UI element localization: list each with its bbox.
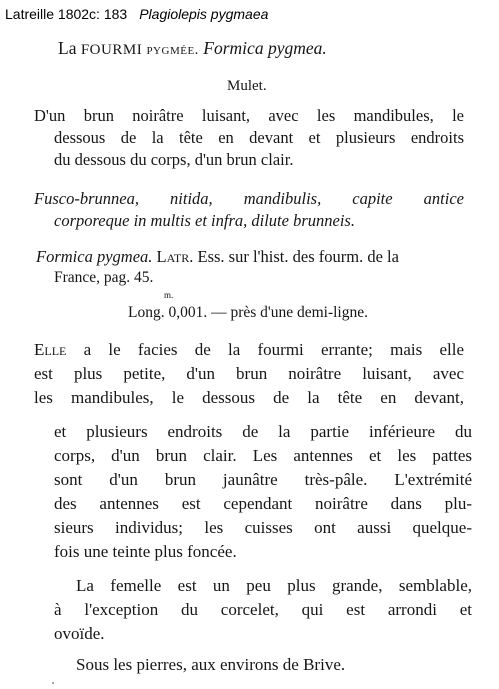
latin-desc-line: corporeque in multis et infra, dilute brunneis. xyxy=(54,211,355,230)
body-line: Sous les pierres, aux environs de Brive. xyxy=(76,655,346,674)
latin-desc-line: Fusco-brunnea, nitida, mandibulis, capite antice xyxy=(34,189,464,208)
reference-name: Formica pygmea. xyxy=(36,247,153,266)
body-line: et plusieurs endroits de la partie inférieure du xyxy=(54,422,472,441)
page-header xyxy=(5,6,268,22)
reference-line-2: France, pag. 45. xyxy=(54,269,154,286)
ink-speck xyxy=(52,682,54,684)
body-line: fois une teinte plus foncée. xyxy=(54,542,237,561)
body-line: sieurs individus; les cuisses ont aussi quelque- xyxy=(54,518,472,537)
body-line: à l'exception du corcelet, qui est arrondi et xyxy=(54,600,472,619)
caste-label: Mulet. xyxy=(227,78,267,94)
body-line: des antennes est cependant noirâtre dans plu- xyxy=(54,494,472,513)
measure-value: 0,001. xyxy=(168,304,208,321)
body-line: sont d'un brun jaunâtre très-pâle. L'extrémité xyxy=(54,470,472,489)
body-line: ovoïde. xyxy=(54,624,105,643)
title-prefix: La xyxy=(58,38,81,58)
unit-superscript: m. xyxy=(164,290,174,300)
species-title xyxy=(58,38,327,60)
french-desc-line: du dessous du corps, d'un brun clair. xyxy=(54,150,294,169)
citation-label: Latreille 1802c: 183 xyxy=(5,6,128,22)
measure-line xyxy=(128,303,368,323)
body-line: La femelle est un peu plus grande, semblable, xyxy=(76,576,472,595)
french-desc-line: dessous de la tête en devant et plusieurs endroits xyxy=(54,128,464,147)
species-name: Plagiolepis pygmaea xyxy=(139,6,269,22)
body-line: corps, d'un brun clair. Les antennes et les pattes xyxy=(54,446,472,465)
lead-word: Elle xyxy=(34,340,67,359)
body-line: les mandibules, le dessous de la tête en devant, xyxy=(34,388,464,407)
reference-text: Ess. sur l'hist. des fourm. de la xyxy=(197,247,399,266)
title-latin: Formica pygmea. xyxy=(203,38,327,58)
measure-text: — près d'une demi-ligne. xyxy=(211,304,368,321)
reference-line xyxy=(36,247,399,267)
french-desc-line: D'un brun noirâtre luisant, avec les mandibules, le xyxy=(34,106,464,125)
measure-label: Long. xyxy=(128,304,165,321)
title-name: FOURMI pygmée. xyxy=(80,42,199,58)
body-line: Elle a le facies de la fourmi errante; mais elle xyxy=(34,340,464,359)
body-line: est plus petite, d'un brun noirâtre luisant, avec xyxy=(34,364,464,383)
reference-author: Latr. xyxy=(156,247,194,266)
